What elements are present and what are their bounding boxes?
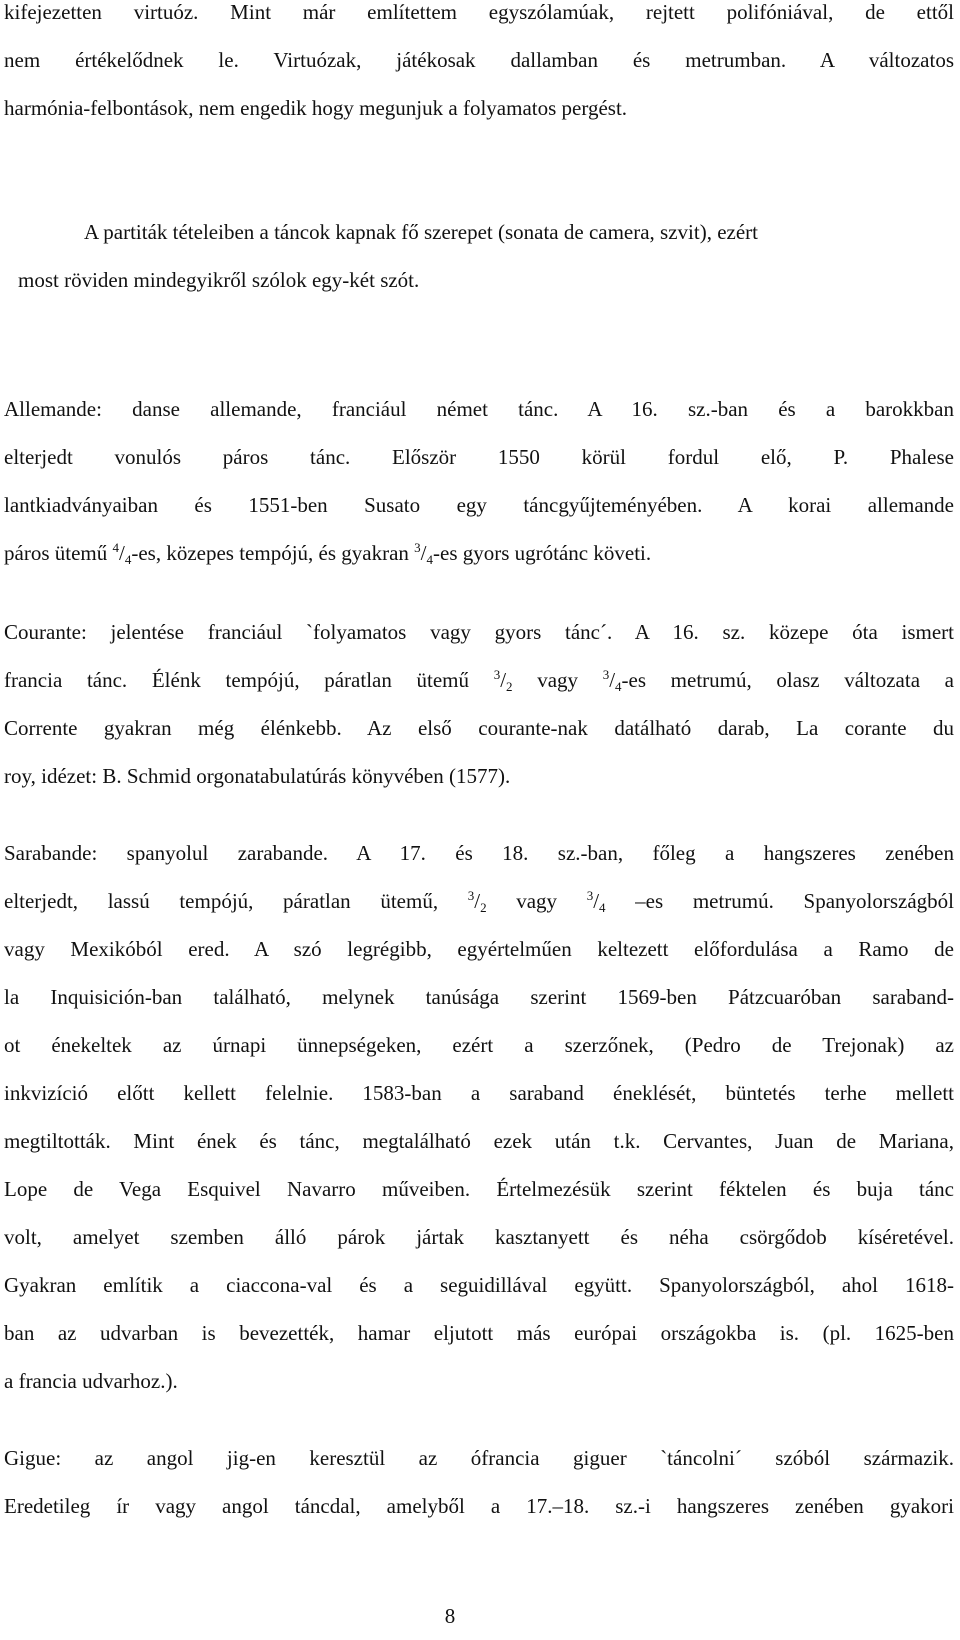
text-line: harmónia-felbontások, nem engedik hogy megunjuk a folyamatos pergést. — [4, 96, 628, 120]
fraction-denominator: 4 — [124, 552, 132, 567]
text-line: Gigue: az angol jig-en keresztül az ófrancia giguer `táncolni´ szóból származik. — [4, 1446, 954, 1470]
text-line: A partiták tételeiben a táncok kapnak fő szerepet (sonata de camera, szvit), ezért — [84, 220, 758, 244]
text-line: Allemande: danse allemande, franciául német tánc. A 16. sz.-ban és a barokkban — [4, 397, 954, 421]
courante-paragraph — [4, 608, 954, 800]
text-line: megtiltották. Mint ének és tánc, megtalálható ezek után t.k. Cervantes, Juan de Mariana, — [4, 1129, 954, 1153]
fraction-numerator: 3 — [467, 888, 475, 903]
text-line: lantkiadványaiban és 1551-ben Susato egy táncgyűjteményében. A korai allemande — [4, 493, 954, 517]
text-line: páros ütemű $^4/_4-es$, közepes tempójú, és gyakran $^3/_4-es$ gyors ugrótánc követi. — [4, 540, 652, 567]
text-line: elterjedt, lassú tempójú, páratlan ütemű, $^3/_2$ vagy $^3/_4$ –es metrumú. Spanyolországból — [4, 888, 955, 915]
page-number: 8 — [444, 1604, 456, 1628]
text-line: Eredetileg ír vagy angol táncdal, amelyből a 17.–18. sz.-i hangszeres zenében gyakori — [4, 1494, 954, 1518]
text-line: nem értékelődnek le. Virtuózak, játékosak dallamban és metrumban. A változatos — [4, 48, 954, 72]
text-line: Sarabande: spanyolul zarabande. A 17. és 18. sz.-ban, főleg a hangszeres zenében — [4, 841, 954, 865]
partita-paragraph — [4, 208, 954, 304]
text-line: kifejezetten virtuóz. Mint már említettem egyszólamúak, rejtett polifóniával, de ettől — [4, 0, 954, 24]
text-line: la Inquisición-ban található, melynek tanúsága szerint 1569-ben Pátzcuaróban saraband- — [4, 985, 954, 1009]
intro-paragraph — [4, 0, 954, 132]
text-line: elterjedt vonulós páros tánc. Először 1550 körül fordul elő, P. Phalese — [4, 445, 954, 469]
fraction-denominator: 4 — [599, 900, 606, 915]
text-line: Courante: jelentése franciául `folyamatos vagy gyors tánc´. A 16. sz. közepe óta ismert — [4, 620, 954, 644]
text-line: roy, idézet: B. Schmid orgonatabulatúrás könyvében (1577). — [4, 764, 511, 788]
text-line: Gyakran említik a ciaccona-val és a seguidillával együtt. Spanyolországból, ahol 1618- — [4, 1273, 954, 1297]
fraction-numerator: 3 — [602, 667, 610, 682]
sarabande-paragraph — [4, 829, 954, 1405]
fraction-numerator: 3 — [493, 667, 501, 682]
text-line: francia tánc. Élénk tempójú, páratlan ütemű $^3/_2$ vagy $^3/_4-es$ metrumú, olasz változata a — [4, 667, 955, 694]
text-line: Lope de Vega Esquivel Navarro műveiben. Értelmezésük szerint féktelen és buja tánc — [4, 1177, 954, 1201]
text-line: most röviden mindegyikről szólok egy-két szót. — [18, 268, 420, 292]
fraction-denominator: 4 — [426, 552, 433, 567]
text-line: ot énekeltek az úrnapi ünnepségeken, ezért a szerzőnek, (Pedro de Trejonak) az — [4, 1033, 954, 1057]
allemande-paragraph — [4, 385, 954, 577]
text-line: Corrente gyakran még élénkebb. Az első courante-nak datálható darab, La corante du — [4, 716, 954, 740]
fraction-numerator: 3 — [414, 540, 421, 555]
text-line: vagy Mexikóból ered. A szó legrégibb, egyértelműen keltezett előfordulása a Ramo de — [4, 937, 954, 961]
fraction-denominator: 4 — [615, 679, 622, 694]
fraction-denominator: 2 — [506, 679, 513, 694]
fraction-denominator: 2 — [480, 900, 487, 915]
text-line: ban az udvarban is bevezették, hamar eljutott más európai országokba is. (pl. 1625-ben — [4, 1321, 954, 1345]
text-line: a francia udvarhoz.). — [4, 1369, 178, 1393]
fraction-numerator: 4 — [112, 540, 119, 555]
gigue-paragraph — [4, 1434, 954, 1530]
text-line: volt, amelyet szemben álló párok jártak kasztanyett és néha csörgődob kíséretével. — [4, 1225, 954, 1249]
text-line: inkvizíció előtt kellett felelnie. 1583-ban a saraband éneklését, büntetés terhe mellett — [4, 1081, 954, 1105]
fraction-numerator: 3 — [586, 888, 594, 903]
